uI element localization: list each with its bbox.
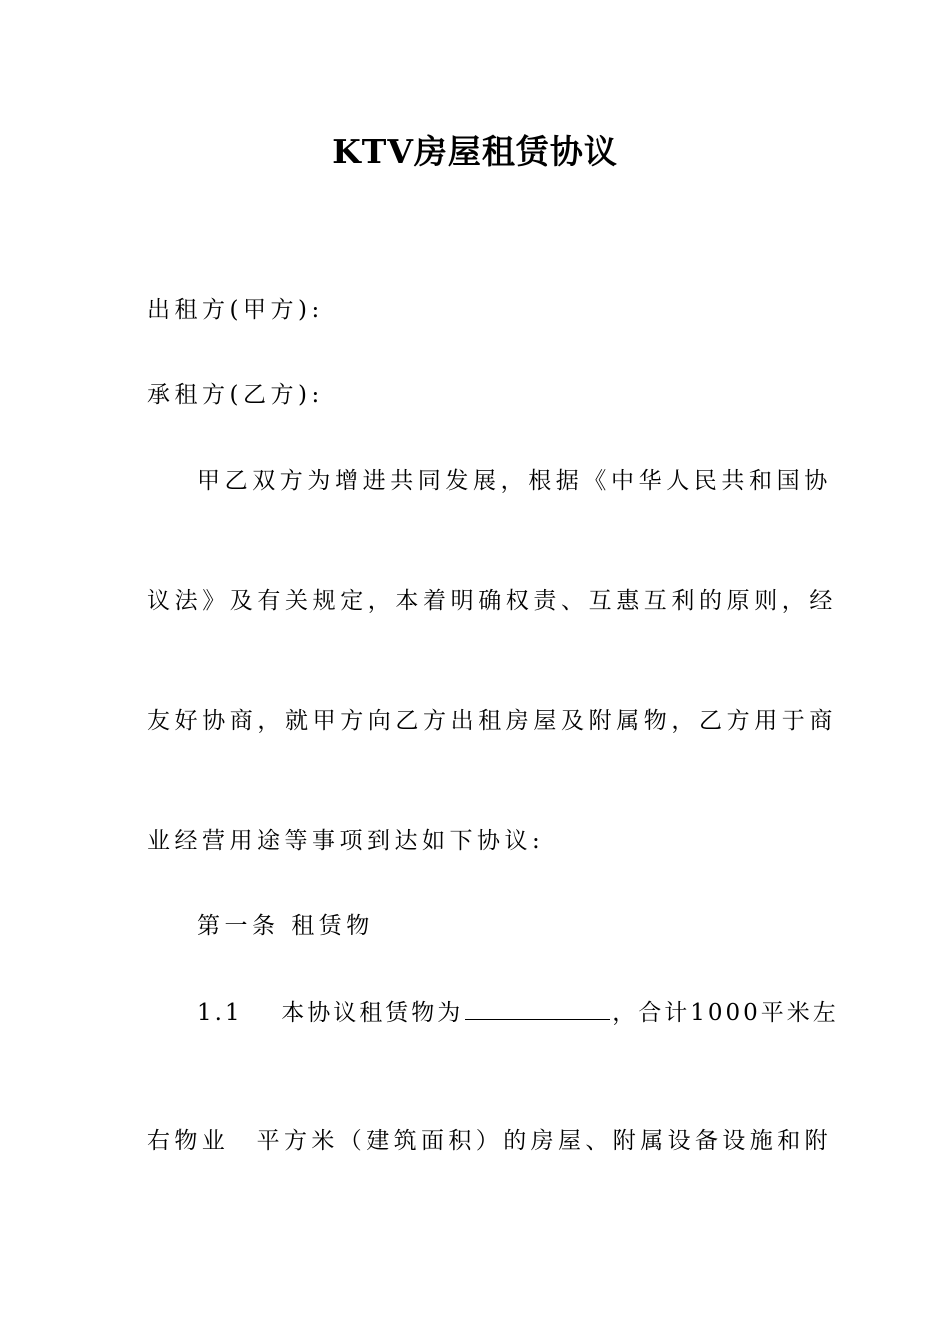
clause-1-1-line-2: 右物业 平方米（建筑面积）的房屋、附属设备设施和附 xyxy=(147,1128,832,1154)
preamble-line-3: 友好协商，就甲方向乙方出租房屋及附属物，乙方用于商 xyxy=(147,708,837,734)
preamble-line-2: 议法》及有关规定，本着明确权责、互惠互利的原则，经 xyxy=(147,588,837,614)
clause-1-1 xyxy=(197,997,839,1028)
article-1-heading: 第一条 租赁物 xyxy=(197,913,374,939)
preamble-line-4: 业经营用途等事项到达如下协议: xyxy=(147,828,545,854)
lessee-label: 承租方(乙方): xyxy=(147,382,324,408)
clause-text-prefix: 本协议租赁物为 xyxy=(281,1000,464,1026)
blank-underline xyxy=(465,997,610,1020)
document-title: KTV房屋租赁协议 xyxy=(332,132,618,171)
lessor-label: 出租方(甲方): xyxy=(147,297,324,323)
preamble-line-1: 甲乙双方为增进共同发展，根据《中华人民共和国协 xyxy=(197,468,832,494)
clause-number: 1.1 xyxy=(197,1000,243,1026)
clause-text-suffix: ，合计1000平米左 xyxy=(612,1000,839,1026)
